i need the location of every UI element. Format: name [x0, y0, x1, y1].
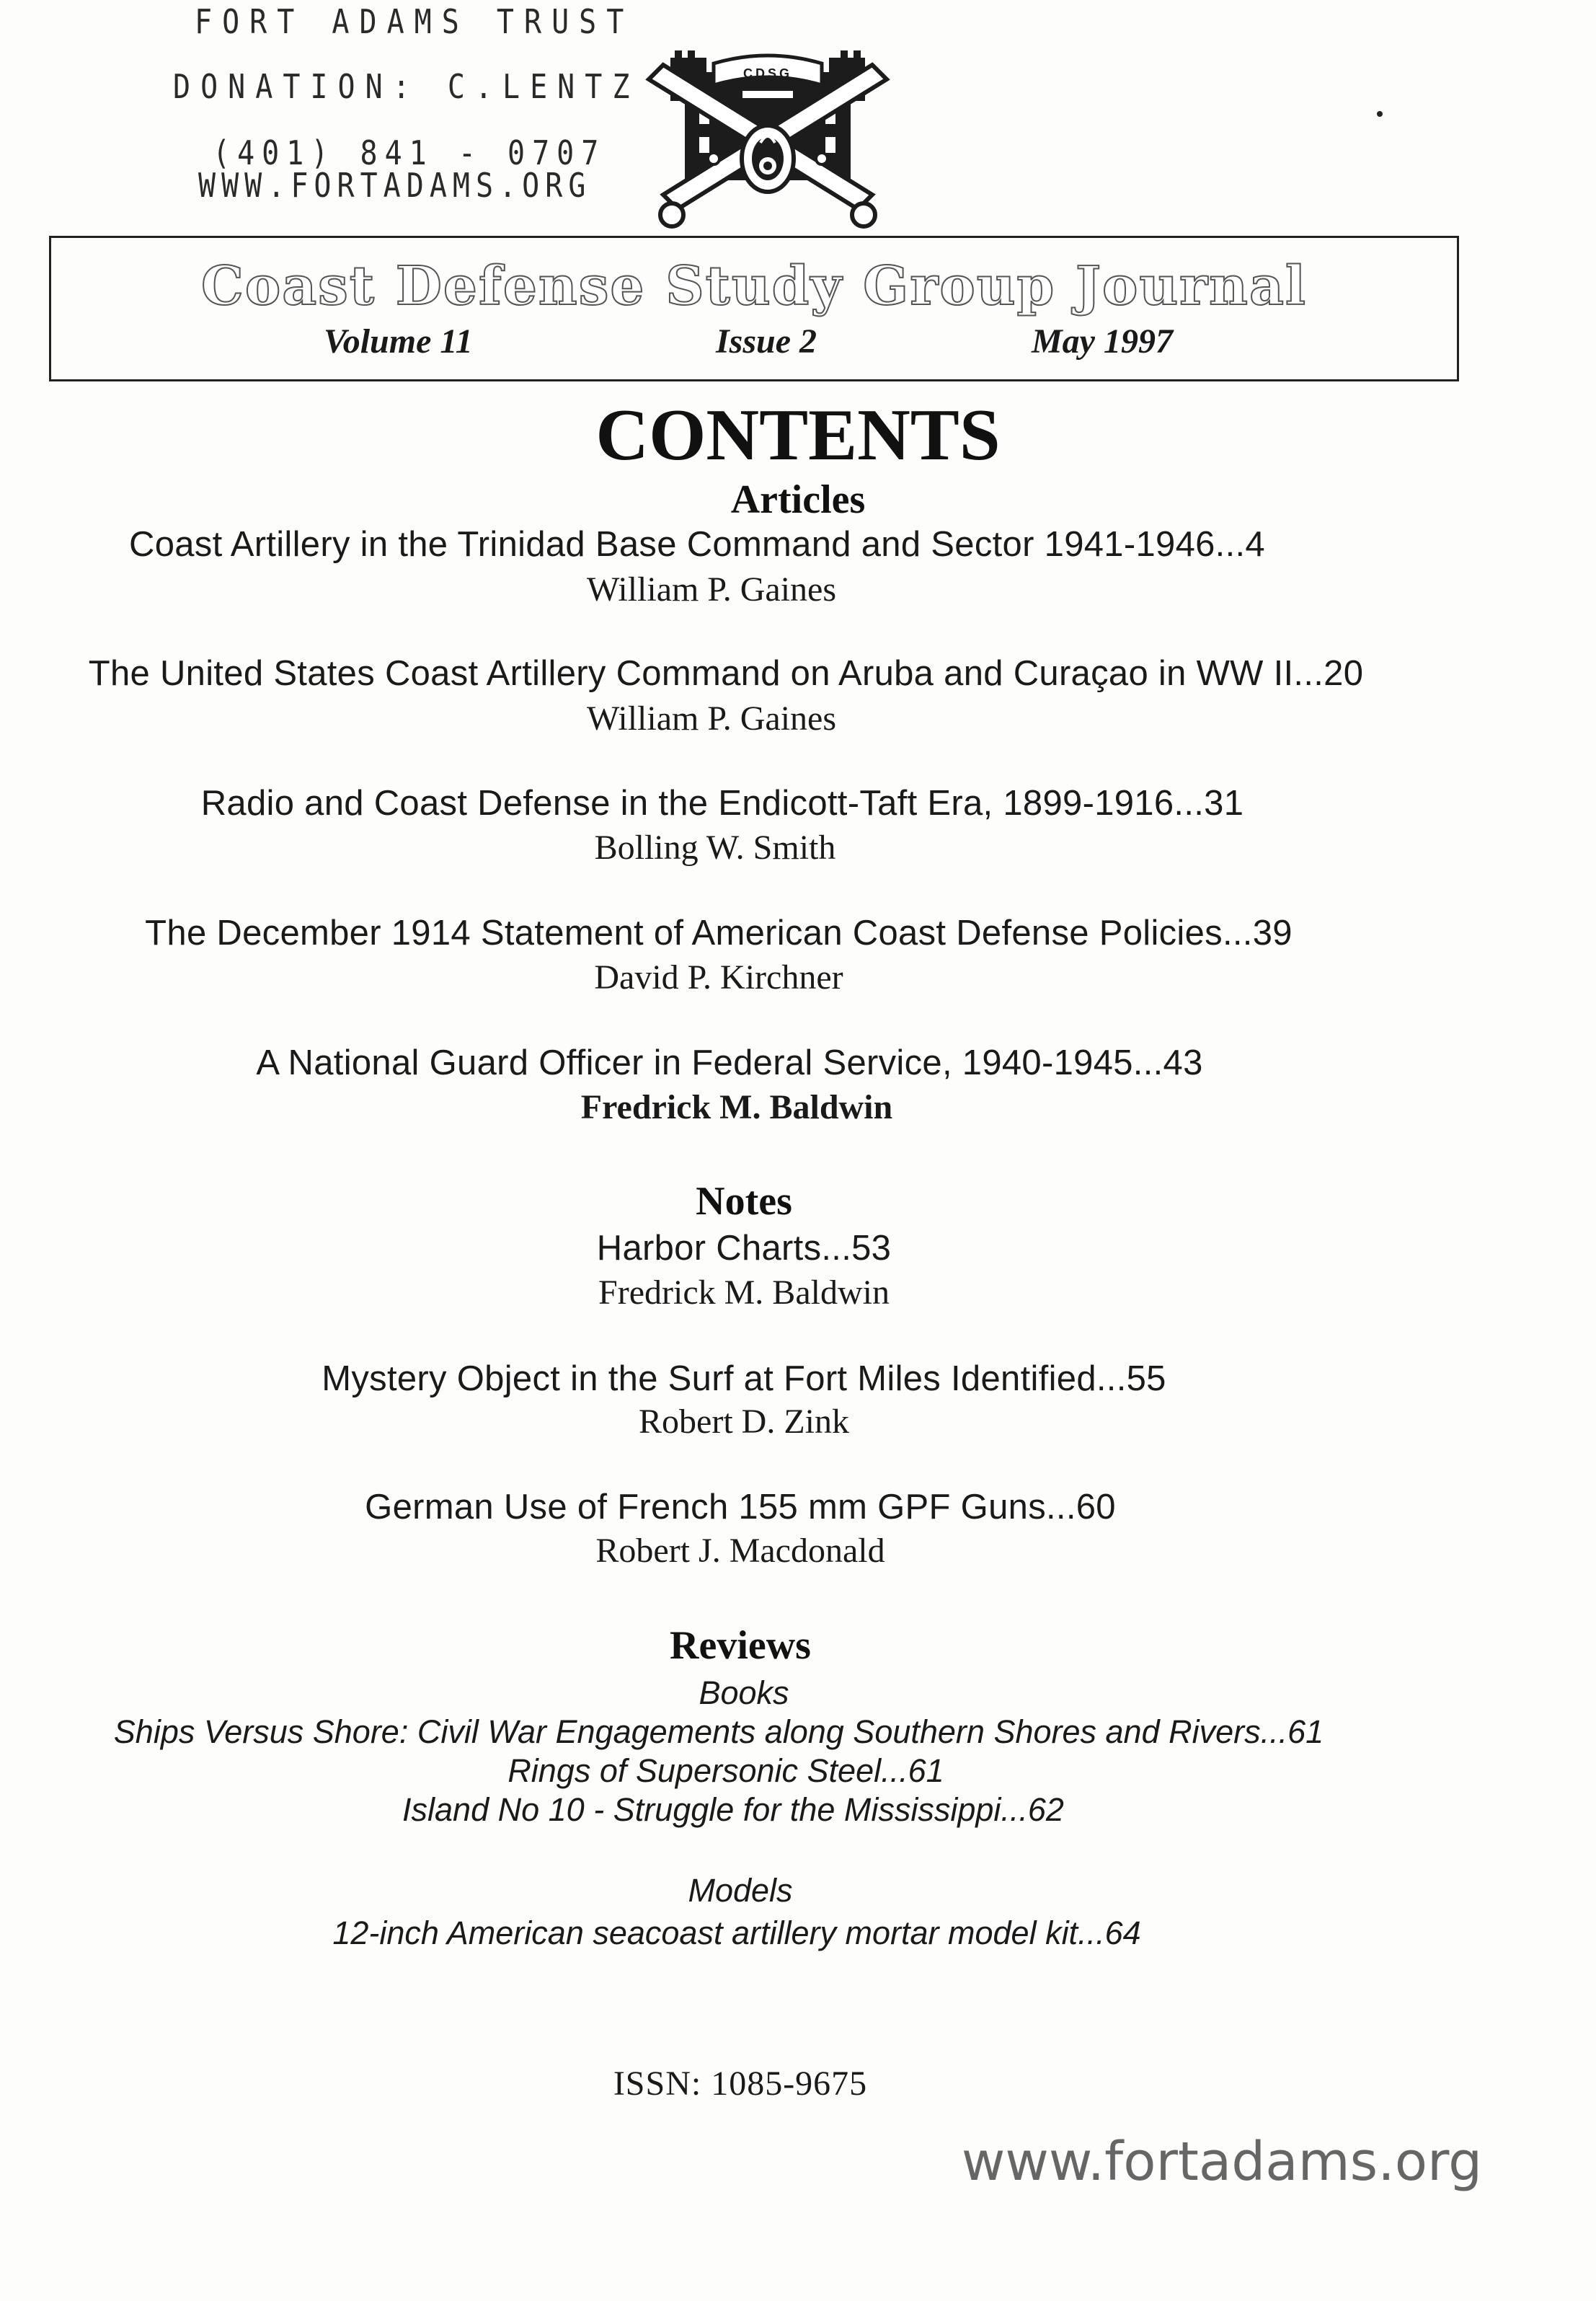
notes-heading: Notes — [696, 1179, 792, 1224]
cdsg-logo-icon — [634, 50, 901, 231]
models-label: Models — [688, 1872, 793, 1909]
article-author: William P. Gaines — [586, 570, 837, 609]
stamp-line-phone: (401) 841 - 0707 — [213, 134, 606, 173]
issn-number: ISSN: 1085-9675 — [613, 2064, 868, 2103]
article-title: Radio and Coast Defense in the Endicott-Taft Era, 1899-1916...31 — [200, 784, 1244, 823]
book-review-item: Rings of Supersonic Steel...61 — [507, 1752, 944, 1789]
emblem-label: CDSG — [742, 66, 793, 81]
stamp-line-org: FORT ADAMS TRUST — [195, 3, 634, 42]
article-author: Fredrick M. Baldwin — [580, 1088, 893, 1126]
article-title: A National Guard Officer in Federal Service, 1940-1945...43 — [256, 1043, 1203, 1082]
articles-heading: Articles — [730, 477, 866, 522]
article-title: The December 1914 Statement of American Coast Defense Policies...39 — [145, 914, 1293, 953]
ink-speck — [1377, 111, 1383, 117]
article-title: The United States Coast Artillery Command on Aruba and Curaçao in WW II...20 — [88, 654, 1364, 693]
article-title: Coast Artillery in the Trinidad Base Command and Sector 1941-1946...4 — [129, 525, 1265, 564]
book-review-item: Island No 10 - Struggle for the Mississippi...62 — [402, 1791, 1064, 1828]
article-author: William P. Gaines — [586, 699, 837, 738]
reviews-heading: Reviews — [670, 1623, 811, 1668]
note-author: Robert J. Macdonald — [595, 1532, 885, 1570]
stamp-line-website: WWW.FORTADAMS.ORG — [198, 167, 592, 206]
website-watermark: www.fortadams.org — [961, 2131, 1483, 2193]
note-author: Fredrick M. Baldwin — [598, 1273, 890, 1312]
stamp-line-donation: DONATION: C.LENTZ — [173, 68, 640, 107]
article-author: Bolling W. Smith — [594, 829, 836, 867]
contents-heading: CONTENTS — [595, 394, 1001, 476]
volume-label: Volume 11 — [324, 322, 473, 361]
note-title: German Use of French 155 mm GPF Guns...60 — [365, 1488, 1116, 1527]
note-author: Robert D. Zink — [639, 1403, 849, 1441]
note-title: Harbor Charts...53 — [596, 1229, 892, 1268]
journal-title: Coast Defense Study Group Journal — [200, 255, 1308, 317]
journal-masthead — [49, 236, 1459, 381]
issue-label: Issue 2 — [716, 322, 817, 361]
note-title: Mystery Object in the Surf at Fort Miles Identified...55 — [322, 1359, 1166, 1398]
article-author: David P. Kirchner — [594, 958, 843, 997]
books-label: Books — [699, 1674, 789, 1711]
book-review-item: Ships Versus Shore: Civil War Engagements along Southern Shores and Rivers...61 — [113, 1713, 1324, 1750]
model-review-item: 12-inch American seacoast artillery mortar model kit...64 — [332, 1914, 1141, 1951]
date-label: May 1997 — [1032, 322, 1173, 361]
